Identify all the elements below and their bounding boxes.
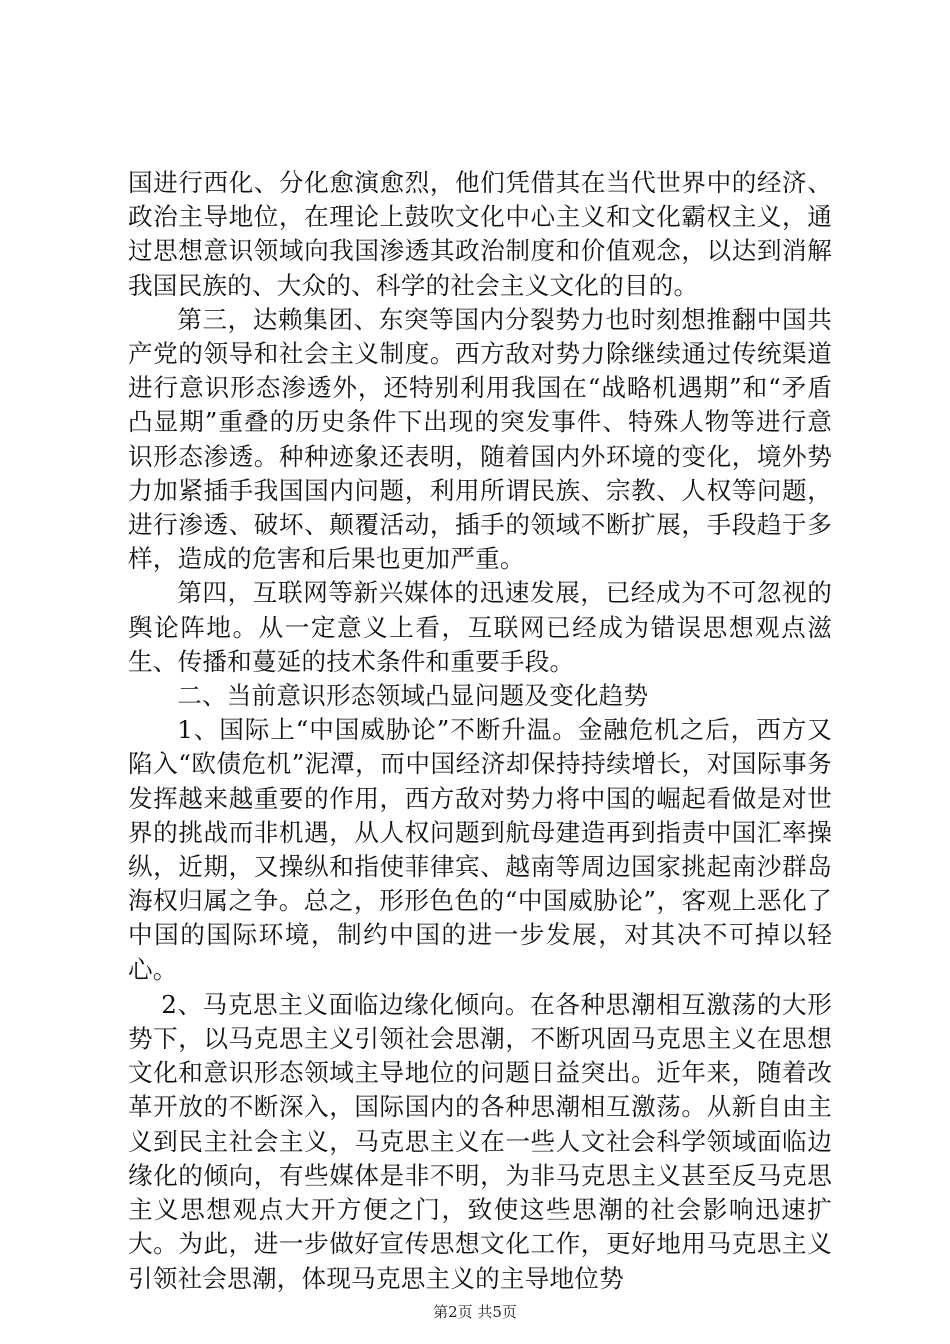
paragraph-item-1: 1、国际上“中国威胁论”不断升温。金融危机之后，西方又陷入“欧债危机”泥潭，而中国经济却保持持续增长，对国际事务发挥越来越重要的作用，西方敌对势力将中国的崛起看做是对世界的挑战而非机遇，从人权问题到航母建造再到指责中国汇率操纵，近期，又操纵和指使菲律宾、越南等周边国家挑起南沙群岛海权归属之争。总之，形形色色的“中国威胁论”，客观上恶化了中国的国际环境，制约中国的进一步发展，对其决不可掉以轻心。 xyxy=(128,715,832,984)
section-heading: 二、当前意识形态领域凸显问题及变化趋势 xyxy=(177,681,649,711)
paragraph-item-2: 2、马克思主义面临边缘化倾向。在各种思潮相互激荡的大形势下，以马克思主义引领社会思潮，不断巩固马克思主义在思想文化和意识形态领域主导地位的问题日益突出。近年来，随着改革开放的不断深入，国际国内的各种思潮相互激荡。从新自由主义到民主社会主义，马克思主义在一些人文社会科学领域面临边缘化的倾向，有些媒体是非不明，为非马克思主义甚至反马克思主义思想观点大开方便之门，致使这些思潮的社会影响迅速扩大。为此，进一步做好宣传思想文化工作，更好地用马克思主义引领社会思潮，体现马克思主义的主导地位势 xyxy=(128,989,832,1293)
paragraph-continuation: 国进行西化、分化愈演愈烈，他们凭借其在当代世界中的经济、政治主导地位，在理论上鼓吹文化中心主义和文化霸权主义，通过思想意识领域向我国渗透其政治制度和价值观念，以达到消解我国民族的、大众的、科学的社会主义文化的目的。 xyxy=(128,168,832,300)
document-body xyxy=(128,166,832,1296)
paragraph-fourth-point: 第四，互联网等新兴媒体的迅速发展，已经成为不可忽视的舆论阵地。从一定意义上看，互联网已经成为错误思想观点滋生、传播和蔓延的技术条件和重要手段。 xyxy=(128,578,832,676)
page-footer: 第2页 共5页 xyxy=(433,1303,517,1321)
paragraph-third-point: 第三，达赖集团、东突等国内分裂势力也时刻想推翻中国共产党的领导和社会主义制度。西方敌对势力除继续通过传统渠道进行意识形态渗透外，还特别利用我国在“战略机遇期”和“矛盾凸显期”重叠的历史条件下出现的突发事件、特殊人物等进行意识形态渗透。种种迹象还表明，随着国内外环境的变化，境外势力加紧插手我国国内问题，利用所谓民族、宗教、人权等问题，进行渗透、破坏、颠覆活动，插手的领域不断扩展，手段趋于多样，造成的危害和后果也更加严重。 xyxy=(128,304,832,574)
